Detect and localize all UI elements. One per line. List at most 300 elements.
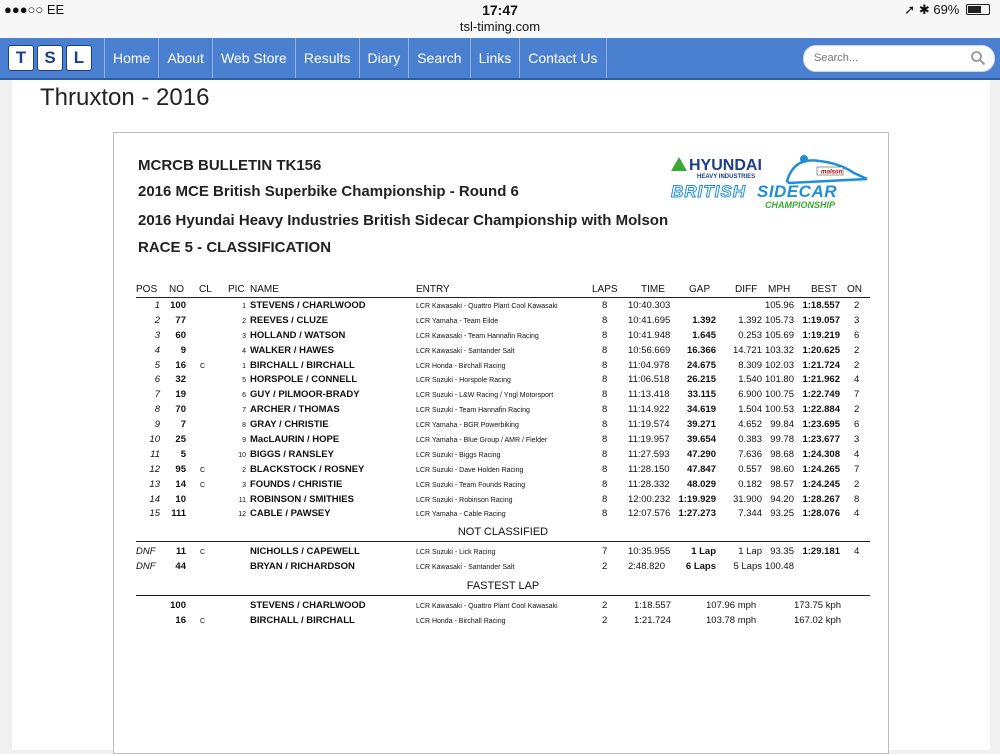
cell-on: 3 <box>854 434 860 446</box>
cell-mph: 93.25 <box>770 508 794 520</box>
british-sidecar-logo <box>669 153 874 213</box>
cell-no: 16 <box>175 615 186 627</box>
cell-gap: 16.366 <box>686 344 716 356</box>
cell-time: 10:35.955 <box>628 546 671 558</box>
cell-time: 10:56.669 <box>628 344 671 356</box>
sidecar-title: 2016 Hyundai Heavy Industries British Sidecar Championship with Molson <box>138 212 669 229</box>
cell-pic: 3 <box>242 332 246 340</box>
cell-pos: 2 <box>154 314 160 326</box>
col-pos: POS <box>136 284 158 295</box>
cell-no: 16 <box>175 359 186 371</box>
cell-pos: DNF <box>136 546 156 558</box>
cell-gap: 6 Laps <box>685 561 716 573</box>
cell-diff: 5 Laps <box>733 561 762 573</box>
logo-letter-t: T <box>8 45 34 71</box>
cell-on: 3 <box>854 314 860 326</box>
col-time: TIME <box>641 284 665 295</box>
cell-time: 12:07.576 <box>628 508 671 520</box>
cell-laps: 8 <box>602 404 608 416</box>
cell-on: 2 <box>854 344 860 356</box>
table-row <box>136 615 870 630</box>
cell-name: GUY / PILMOOR-BRADY <box>250 389 360 401</box>
cell-name: ARCHER / THOMAS <box>250 404 340 416</box>
cell-mph: 98.68 <box>770 448 794 460</box>
table-row <box>136 508 870 523</box>
cell-best: 1:24.265 <box>802 463 840 475</box>
cell-no: 14 <box>175 478 186 490</box>
cell-entry: LCR Kawasaki - Quattro Plant Cool Kawasaki <box>416 303 558 310</box>
cell-name: BLACKSTOCK / ROSNEY <box>250 463 365 475</box>
not-classified-header <box>136 523 870 543</box>
cell-entry: LCR Yamaha - Team Eilde <box>416 317 499 325</box>
cell-on: 8 <box>854 493 860 505</box>
cell-diff: 1.392 <box>738 314 762 326</box>
cell-on: 2 <box>854 478 860 490</box>
col-name: NAME <box>250 284 279 295</box>
cell-time: 10:41.948 <box>628 329 671 341</box>
cell-time: 11:04.978 <box>628 359 670 371</box>
cell-pic: 3 <box>242 481 246 489</box>
cell-mph: 103.78 mph <box>706 615 757 627</box>
cell-time: 10:40.303 <box>628 300 671 311</box>
status-right <box>904 2 990 18</box>
cell-diff: 1.540 <box>738 374 762 386</box>
cell-entry: LCR Yamaha - BGR Powerbiking <box>416 422 519 430</box>
cell-time: 12:00.232 <box>628 493 671 505</box>
cell-best: 1:23.677 <box>802 434 840 446</box>
cell-gap: 1 Lap <box>691 546 716 558</box>
cell-laps: 8 <box>602 389 608 401</box>
classification-table <box>136 284 870 630</box>
cell-diff: 8.309 <box>738 359 762 371</box>
cell-best: 1:18.557 <box>802 300 840 311</box>
cell-on: 7 <box>854 463 860 475</box>
nav-search[interactable]: Search <box>408 38 469 78</box>
cell-entry: LCR Yamaha - Cable Racing <box>416 511 506 519</box>
cell-mph: 100.53 <box>764 404 794 416</box>
cell-diff: 0.383 <box>738 434 762 446</box>
cell-mph: 105.73 <box>764 314 794 326</box>
search-icon[interactable] <box>970 50 986 66</box>
table-row <box>136 449 870 464</box>
table-row <box>136 374 870 389</box>
cell-mph: 98.60 <box>770 463 794 475</box>
cell-pos: 12 <box>149 463 160 475</box>
table-row <box>136 300 870 315</box>
url-bar[interactable]: tsl-timing.com <box>459 19 541 34</box>
cell-no: 60 <box>175 329 186 341</box>
cell-best: 1:29.181 <box>802 546 840 558</box>
tsl-logo[interactable] <box>8 45 95 71</box>
cell-pic: 9 <box>242 437 246 445</box>
cell-diff: 31.900 <box>732 493 762 505</box>
table-row <box>136 600 870 615</box>
cell-no: 100 <box>170 300 186 311</box>
cell-entry: LCR Yamaha - Blue Group / AMR / Fielder <box>416 437 548 445</box>
cell-no: 32 <box>175 374 186 386</box>
cell-time: 1:21.724 <box>634 615 671 627</box>
cell-gap: 1.392 <box>692 314 716 326</box>
cell-laps: 8 <box>602 300 608 311</box>
cell-laps: 2 <box>602 600 608 612</box>
logo-sidecar: SIDECAR <box>757 182 838 201</box>
bluetooth-icon: ✱ <box>918 2 930 17</box>
cell-no: 77 <box>175 314 186 326</box>
cell-entry: LCR Suzuki - Team Hannafin Racing <box>416 407 530 415</box>
cell-mph: 94.20 <box>770 493 794 505</box>
cell-name: BIRCHALL / BIRCHALL <box>250 615 355 627</box>
cell-entry: LCR Kawasaki - Team Hannafin Racing <box>416 332 539 340</box>
cell-time: 1:18.557 <box>634 600 671 612</box>
col-no: NO <box>169 284 184 295</box>
cell-entry: LCR Kawasaki - Santander Salt <box>416 564 515 572</box>
cell-best: 1:23.695 <box>802 419 840 431</box>
cell-best: 1:21.724 <box>802 359 840 371</box>
hyundai-triangle <box>671 157 687 171</box>
cell-no: 5 <box>180 448 186 460</box>
table-row <box>136 561 870 576</box>
cell-mph: 102.03 <box>764 359 794 371</box>
cell-laps: 2 <box>602 615 608 627</box>
cell-laps: 8 <box>602 314 608 326</box>
cell-pos: 4 <box>154 344 160 356</box>
cell-laps: 8 <box>602 508 608 520</box>
col-entry: ENTRY <box>416 284 450 295</box>
cell-no: 11 <box>175 546 186 558</box>
cell-pic: 11 <box>238 496 246 504</box>
nav-results[interactable]: Results <box>295 38 359 78</box>
search-input[interactable] <box>812 51 966 65</box>
cell-no: 25 <box>175 434 186 446</box>
table-row <box>136 315 870 330</box>
cell-time: 11:14.922 <box>628 404 670 416</box>
nav-home[interactable]: Home <box>104 38 158 78</box>
cell-best: 1:28.076 <box>802 508 840 520</box>
cell-on: 4 <box>854 546 860 558</box>
championship-title: 2016 MCE British Superbike Championship - Round 6 <box>138 183 519 200</box>
cell-time: 11:28.332 <box>628 478 670 490</box>
table-row <box>136 464 870 479</box>
cell-time: 11:06.518 <box>628 374 670 386</box>
table-row <box>136 434 870 449</box>
cell-on: 2 <box>854 300 860 311</box>
table-row <box>136 494 870 509</box>
cell-no: 19 <box>175 389 186 401</box>
cell-best: 1:20.625 <box>802 344 840 356</box>
cell-name: CABLE / PAWSEY <box>250 508 331 520</box>
cell-entry: LCR Suzuki - Robinson Racing <box>416 496 513 504</box>
cell-gap: 1.645 <box>692 329 716 341</box>
cell-pic: 1 <box>242 362 246 370</box>
cell-pos: 3 <box>154 329 160 341</box>
cell-name: STEVENS / CHARLWOOD <box>250 600 366 612</box>
cell-laps: 8 <box>602 419 608 431</box>
cell-mph: 100.75 <box>764 389 794 401</box>
cell-entry: LCR Kawasaki - Santander Salt <box>416 347 515 355</box>
nav-diary[interactable]: Diary <box>359 38 409 78</box>
classified-rows <box>136 298 870 523</box>
content-page <box>12 80 990 750</box>
nav-about[interactable]: About <box>158 38 212 78</box>
cell-cl: C <box>200 549 206 557</box>
cell-best: 1:28.267 <box>802 493 840 505</box>
cell-laps: 8 <box>602 478 608 490</box>
cell-diff: 0.182 <box>738 478 762 490</box>
cell-name: HOLLAND / WATSON <box>250 329 346 341</box>
cell-on: 4 <box>854 448 860 460</box>
cell-name: HORSPOLE / CONNELL <box>250 374 358 386</box>
cell-entry: LCR Suzuki - Biggs Racing <box>416 451 501 459</box>
col-best: BEST <box>811 284 838 295</box>
battery-icon <box>966 4 990 15</box>
not-classified-rows <box>136 543 870 576</box>
cell-pos: 5 <box>154 359 160 371</box>
logo-brand: HYUNDAI <box>689 157 762 174</box>
cell-pos: 9 <box>154 419 160 431</box>
cell-pos: 10 <box>149 434 160 446</box>
cell-time: 11:13.418 <box>628 389 670 401</box>
cell-entry: LCR Suzuki - Lick Racing <box>416 549 496 557</box>
logo-letter-l: L <box>66 45 92 71</box>
cell-on: 4 <box>854 508 860 520</box>
cell-best: 1:19.057 <box>802 314 840 326</box>
cell-entry: LCR Honda - Birchall Racing <box>416 618 506 626</box>
cell-diff: 7.636 <box>738 448 762 460</box>
cell-laps: 2 <box>602 561 608 573</box>
cell-best: 1:21.962 <box>802 374 840 386</box>
cell-pos: 11 <box>150 448 160 460</box>
cell-best: 1:22.884 <box>802 404 840 416</box>
cell-time: 11:19.957 <box>628 434 670 446</box>
cell-pic: 1 <box>242 303 246 310</box>
cell-mph: 101.80 <box>764 374 794 386</box>
cell-laps: 8 <box>602 374 608 386</box>
cell-gap: 39.654 <box>686 434 716 446</box>
cell-name: WALKER / HAWES <box>250 344 334 356</box>
cell-gap: 1:27.273 <box>678 508 716 520</box>
cell-no: 100 <box>170 600 186 612</box>
cell-on: 6 <box>854 329 860 341</box>
cell-on: 6 <box>854 419 860 431</box>
cell-diff: 6.900 <box>738 389 762 401</box>
cell-cl: C <box>200 618 206 626</box>
logo-molson: molson <box>821 169 843 176</box>
cell-best: 1:24.245 <box>802 478 840 490</box>
cell-entry: LCR Kawasaki - Quattro Plant Cool Kawasaki <box>416 603 558 611</box>
table-row <box>136 345 870 360</box>
cell-time: 11:19.574 <box>628 419 670 431</box>
cell-pic: 7 <box>242 407 246 415</box>
table-row <box>136 330 870 345</box>
cell-name: ROBINSON / SMITHIES <box>250 493 354 505</box>
cell-pos: 15 <box>149 508 160 520</box>
nav-links[interactable]: Links <box>470 38 520 78</box>
table-row <box>136 419 870 434</box>
nav-web-store[interactable]: Web Store <box>212 38 295 78</box>
cell-time: 11:27.593 <box>628 448 670 460</box>
cell-pic: 6 <box>242 392 246 400</box>
cell-diff: 1 Lap <box>738 546 762 558</box>
cell-pic: 2 <box>242 466 246 474</box>
main-menu <box>104 38 607 78</box>
table-row <box>136 479 870 494</box>
cell-gap: 47.847 <box>686 463 716 475</box>
ios-status-bar <box>0 0 1000 38</box>
results-document <box>113 132 889 754</box>
cell-mph: 105.96 <box>764 300 794 311</box>
cell-gap: 24.675 <box>686 359 716 371</box>
cell-name: BIRCHALL / BIRCHALL <box>250 359 355 371</box>
cell-diff: 7.344 <box>738 508 762 520</box>
table-header <box>136 284 870 298</box>
cell-gap: 48.029 <box>686 478 716 490</box>
cell-entry: LCR Honda - Birchall Racing <box>416 362 506 370</box>
cell-entry: LCR Suzuki - Team Founds Racing <box>416 481 526 489</box>
cell-best: 1:19.219 <box>802 329 840 341</box>
cell-laps: 8 <box>602 463 608 475</box>
cell-mph: 107.96 mph <box>706 600 757 612</box>
cell-no: 95 <box>175 463 186 475</box>
cell-kph: 173.75 kph <box>794 600 842 612</box>
cell-laps: 8 <box>602 434 608 446</box>
cell-on: 4 <box>854 374 860 386</box>
cell-gap: 47.290 <box>686 448 716 460</box>
cell-pos: 8 <box>154 404 160 416</box>
cell-diff: 0.253 <box>738 329 762 341</box>
logo-british: BRITISH <box>671 182 746 201</box>
cell-entry: LCR Suzuki - Horspole Racing <box>416 377 511 385</box>
cell-cl: C <box>200 481 206 489</box>
search-box <box>803 45 995 72</box>
cell-entry: LCR Suzuki - Dave Holden Racing <box>416 466 524 474</box>
cell-pic: 10 <box>238 451 246 459</box>
cell-no: 10 <box>175 493 186 505</box>
fastest-lap-header <box>136 576 870 597</box>
cell-time: 2:48.820 <box>628 561 665 573</box>
cell-cl: C <box>200 466 206 474</box>
logo-championship: CHAMPIONSHIP <box>765 200 836 210</box>
cell-laps: 8 <box>602 448 608 460</box>
cell-laps: 8 <box>602 329 608 341</box>
fastest-lap-label: FASTEST LAP <box>136 580 870 596</box>
cell-laps: 8 <box>602 344 608 356</box>
col-cl: CL <box>199 284 212 295</box>
cell-laps: 7 <box>602 546 608 558</box>
location-icon: ➚ <box>904 2 916 17</box>
cell-gap: 34.619 <box>686 404 716 416</box>
cell-pic: 4 <box>242 347 246 355</box>
carrier-signal: ●●●○○ EE <box>4 2 65 17</box>
cell-no: 111 <box>171 508 186 520</box>
cell-gap: 33.115 <box>687 389 716 401</box>
clock: 17:47 <box>482 2 518 18</box>
battery-percent: 69% <box>933 2 960 17</box>
cell-mph: 105.69 <box>764 329 794 341</box>
cell-name: STEVENS / CHARLWOOD <box>250 300 366 311</box>
cell-pos: 14 <box>149 493 160 505</box>
cell-name: MacLAURIN / HOPE <box>250 434 340 446</box>
cell-no: 44 <box>175 561 186 573</box>
cell-best: 1:22.749 <box>802 389 840 401</box>
col-pic: PIC <box>228 284 245 295</box>
cell-diff: 0.557 <box>738 463 762 475</box>
cell-diff: 14.721 <box>732 344 762 356</box>
cell-pic: 2 <box>242 317 246 325</box>
cell-no: 7 <box>180 419 186 431</box>
table-row <box>136 360 870 375</box>
cell-pic: 8 <box>242 422 246 430</box>
cell-name: FOUNDS / CHRISTIE <box>250 478 343 490</box>
cell-mph: 93.35 <box>770 546 794 558</box>
page-title: Thruxton - 2016 <box>40 84 210 111</box>
cell-kph: 167.02 kph <box>794 615 842 627</box>
cell-entry: LCR Suzuki - L&W Racing / Yngl Motorsport <box>416 392 554 400</box>
cell-no: 70 <box>175 404 186 416</box>
cell-name: BIGGS / RANSLEY <box>250 448 334 460</box>
cell-pos: 7 <box>154 389 160 401</box>
cell-no: 9 <box>180 344 186 356</box>
cell-pos: 1 <box>154 300 160 311</box>
col-gap: GAP <box>689 284 711 295</box>
col-on: ON <box>847 284 862 295</box>
cell-name: GRAY / CHRISTIE <box>250 419 329 431</box>
cell-pos: 6 <box>154 374 160 386</box>
cell-mph: 100.48 <box>764 561 794 573</box>
cell-pic: 5 <box>242 377 246 385</box>
cell-diff: 4.652 <box>738 419 762 431</box>
cell-name: REEVES / CLUZE <box>250 314 329 326</box>
cell-name: BRYAN / RICHARDSON <box>250 561 355 573</box>
col-laps: LAPS <box>592 284 618 295</box>
cell-mph: 99.78 <box>770 434 794 446</box>
cell-cl: C <box>200 362 206 370</box>
cell-mph: 99.84 <box>770 419 794 431</box>
col-mph: MPH <box>768 284 791 295</box>
cell-best: 1:24.308 <box>802 448 840 460</box>
cell-laps: 8 <box>602 493 608 505</box>
cell-gap: 1:19.929 <box>678 493 716 505</box>
not-classified-label: NOT CLASSIFIED <box>136 526 870 542</box>
table-row <box>136 404 870 419</box>
race-title: RACE 5 - CLASSIFICATION <box>138 239 332 256</box>
site-navbar <box>0 38 1000 80</box>
cell-pic: 12 <box>238 511 246 519</box>
fastest-lap-rows <box>136 597 870 630</box>
cell-time: 11:28.150 <box>628 463 670 475</box>
cell-name: NICHOLLS / CAPEWELL <box>250 546 360 558</box>
cell-gap: 26.215 <box>686 374 716 386</box>
logo-sub: HEAVY INDUSTRIES <box>697 174 756 180</box>
cell-laps: 8 <box>602 359 608 371</box>
cell-mph: 98.57 <box>770 478 794 490</box>
cell-on: 7 <box>854 389 860 401</box>
col-diff: DIFF <box>735 284 758 295</box>
cell-pos: DNF <box>136 561 156 573</box>
logo-letter-s: S <box>37 45 63 71</box>
cell-diff: 1.504 <box>738 404 762 416</box>
table-row <box>136 546 870 561</box>
cell-mph: 103.32 <box>764 344 794 356</box>
cell-time: 10:41.695 <box>628 314 671 326</box>
cell-on: 2 <box>854 359 860 371</box>
cell-pos: 13 <box>149 478 160 490</box>
bulletin-number: MCRCB BULLETIN TK156 <box>138 157 322 174</box>
rider-head <box>800 155 808 163</box>
table-row <box>136 389 870 404</box>
cell-gap: 39.271 <box>686 419 716 431</box>
cell-on: 2 <box>854 404 860 416</box>
nav-contact-us[interactable]: Contact Us <box>519 38 606 78</box>
